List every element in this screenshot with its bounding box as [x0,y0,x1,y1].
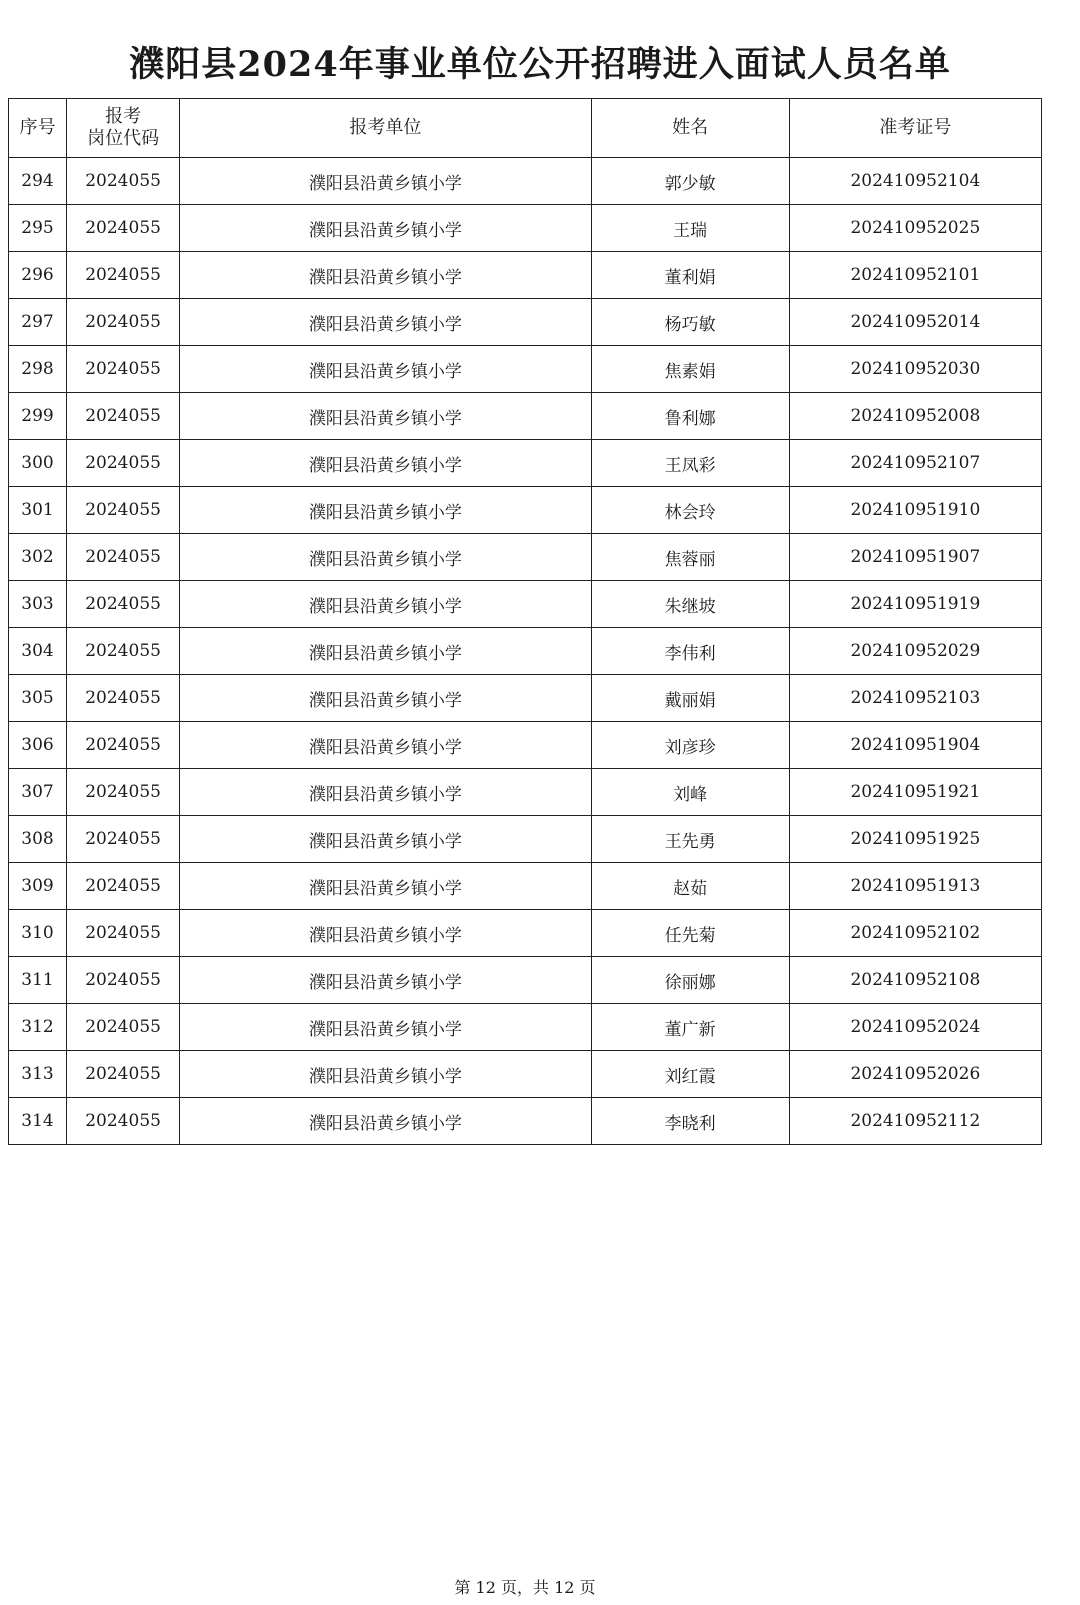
cell-position-code: 2024055 [67,910,180,957]
cell-seq: 312 [9,1004,67,1051]
cell-position-code: 2024055 [67,393,180,440]
cell-name: 刘红霞 [591,1051,789,1098]
cell-name: 徐丽娜 [591,957,789,1004]
cell-ticket: 202410952102 [789,910,1041,957]
cell-ticket: 202410951919 [789,581,1041,628]
cell-position-code: 2024055 [67,440,180,487]
cell-name: 刘彦珍 [591,722,789,769]
header-name: 姓名 [591,99,789,158]
cell-ticket: 202410952014 [789,299,1041,346]
cell-ticket: 202410952026 [789,1051,1041,1098]
cell-unit: 濮阳县沿黄乡镇小学 [180,534,591,581]
cell-name: 赵茹 [591,863,789,910]
cell-position-code: 2024055 [67,816,180,863]
table-row [9,1098,1042,1145]
cell-position-code: 2024055 [67,628,180,675]
table-row [9,1004,1042,1051]
cell-name: 刘峰 [591,769,789,816]
cell-seq: 300 [9,440,67,487]
cell-unit: 濮阳县沿黄乡镇小学 [180,205,591,252]
cell-ticket: 202410952025 [789,205,1041,252]
cell-unit: 濮阳县沿黄乡镇小学 [180,722,591,769]
cell-ticket: 202410951910 [789,487,1041,534]
cell-seq: 306 [9,722,67,769]
header-seq: 序号 [9,99,67,158]
cell-unit: 濮阳县沿黄乡镇小学 [180,252,591,299]
cell-ticket: 202410952029 [789,628,1041,675]
cell-name: 任先菊 [591,910,789,957]
cell-seq: 302 [9,534,67,581]
cell-unit: 濮阳县沿黄乡镇小学 [180,957,591,1004]
cell-seq: 301 [9,487,67,534]
cell-position-code: 2024055 [67,581,180,628]
cell-position-code: 2024055 [67,957,180,1004]
table-row [9,722,1042,769]
table-row [9,957,1042,1004]
cell-position-code: 2024055 [67,863,180,910]
cell-name: 董广新 [591,1004,789,1051]
cell-name: 焦素娟 [591,346,789,393]
table-row [9,675,1042,722]
candidate-table [8,98,1042,1145]
cell-unit: 濮阳县沿黄乡镇小学 [180,440,591,487]
cell-seq: 303 [9,581,67,628]
cell-position-code: 2024055 [67,346,180,393]
cell-ticket: 202410951907 [789,534,1041,581]
cell-position-code: 2024055 [67,1051,180,1098]
cell-name: 焦蓉丽 [591,534,789,581]
cell-unit: 濮阳县沿黄乡镇小学 [180,863,591,910]
table-row [9,299,1042,346]
table-row [9,628,1042,675]
cell-ticket: 202410951921 [789,769,1041,816]
cell-name: 王凤彩 [591,440,789,487]
table-row [9,534,1042,581]
cell-position-code: 2024055 [67,1098,180,1145]
cell-unit: 濮阳县沿黄乡镇小学 [180,628,591,675]
table-row [9,205,1042,252]
cell-unit: 濮阳县沿黄乡镇小学 [180,393,591,440]
header-position-code [67,99,180,158]
cell-position-code: 2024055 [67,675,180,722]
cell-name: 王瑞 [591,205,789,252]
table-header [9,99,1042,158]
cell-ticket: 202410952112 [789,1098,1041,1145]
cell-position-code: 2024055 [67,299,180,346]
cell-unit: 濮阳县沿黄乡镇小学 [180,581,591,628]
cell-ticket: 202410952104 [789,158,1041,205]
table-row [9,440,1042,487]
header-ticket: 准考证号 [789,99,1041,158]
header-position-code-line2: 岗位代码 [87,128,160,149]
table-row [9,1051,1042,1098]
cell-unit: 濮阳县沿黄乡镇小学 [180,675,591,722]
cell-unit: 濮阳县沿黄乡镇小学 [180,769,591,816]
cell-ticket: 202410952108 [789,957,1041,1004]
cell-ticket: 202410952030 [789,346,1041,393]
cell-seq: 297 [9,299,67,346]
cell-position-code: 2024055 [67,1004,180,1051]
cell-name: 王先勇 [591,816,789,863]
cell-name: 杨巧敏 [591,299,789,346]
cell-seq: 299 [9,393,67,440]
cell-seq: 309 [9,863,67,910]
cell-unit: 濮阳县沿黄乡镇小学 [180,1098,591,1145]
cell-ticket: 202410952103 [789,675,1041,722]
cell-name: 林会玲 [591,487,789,534]
table-body [9,158,1042,1145]
table-row [9,393,1042,440]
table-row [9,910,1042,957]
cell-position-code: 2024055 [67,487,180,534]
cell-unit: 濮阳县沿黄乡镇小学 [180,158,591,205]
cell-name: 鲁利娜 [591,393,789,440]
cell-position-code: 2024055 [67,205,180,252]
cell-position-code: 2024055 [67,252,180,299]
cell-name: 董利娟 [591,252,789,299]
cell-seq: 310 [9,910,67,957]
cell-seq: 311 [9,957,67,1004]
cell-unit: 濮阳县沿黄乡镇小学 [180,1004,591,1051]
table-row [9,252,1042,299]
cell-ticket: 202410951925 [789,816,1041,863]
cell-unit: 濮阳县沿黄乡镇小学 [180,816,591,863]
cell-ticket: 202410952107 [789,440,1041,487]
table-row [9,769,1042,816]
cell-name: 郭少敏 [591,158,789,205]
cell-ticket: 202410952024 [789,1004,1041,1051]
table-row [9,346,1042,393]
table-row [9,487,1042,534]
cell-seq: 294 [9,158,67,205]
cell-unit: 濮阳县沿黄乡镇小学 [180,487,591,534]
cell-seq: 314 [9,1098,67,1145]
table-row [9,581,1042,628]
cell-position-code: 2024055 [67,158,180,205]
cell-ticket: 202410951913 [789,863,1041,910]
page-title: 濮阳县2024年事业单位公开招聘进入面试人员名单 [129,44,951,85]
header-position-code-line1: 报考 [105,106,142,127]
cell-unit: 濮阳县沿黄乡镇小学 [180,910,591,957]
cell-seq: 296 [9,252,67,299]
cell-seq: 304 [9,628,67,675]
table-row [9,158,1042,205]
header-unit: 报考单位 [180,99,591,158]
cell-unit: 濮阳县沿黄乡镇小学 [180,346,591,393]
cell-ticket: 202410952008 [789,393,1041,440]
cell-ticket: 202410952101 [789,252,1041,299]
cell-position-code: 2024055 [67,534,180,581]
table-row [9,863,1042,910]
cell-position-code: 2024055 [67,722,180,769]
cell-unit: 濮阳县沿黄乡镇小学 [180,299,591,346]
cell-seq: 305 [9,675,67,722]
cell-name: 戴丽娟 [591,675,789,722]
page-number: 第 12 页，共 12 页 [454,1578,596,1597]
cell-position-code: 2024055 [67,769,180,816]
cell-unit: 濮阳县沿黄乡镇小学 [180,1051,591,1098]
cell-seq: 308 [9,816,67,863]
cell-name: 朱继坡 [591,581,789,628]
cell-name: 李伟利 [591,628,789,675]
header-row [9,99,1042,158]
table-row [9,816,1042,863]
cell-name: 李晓利 [591,1098,789,1145]
cell-seq: 298 [9,346,67,393]
cell-seq: 307 [9,769,67,816]
cell-ticket: 202410951904 [789,722,1041,769]
cell-seq: 295 [9,205,67,252]
cell-seq: 313 [9,1051,67,1098]
